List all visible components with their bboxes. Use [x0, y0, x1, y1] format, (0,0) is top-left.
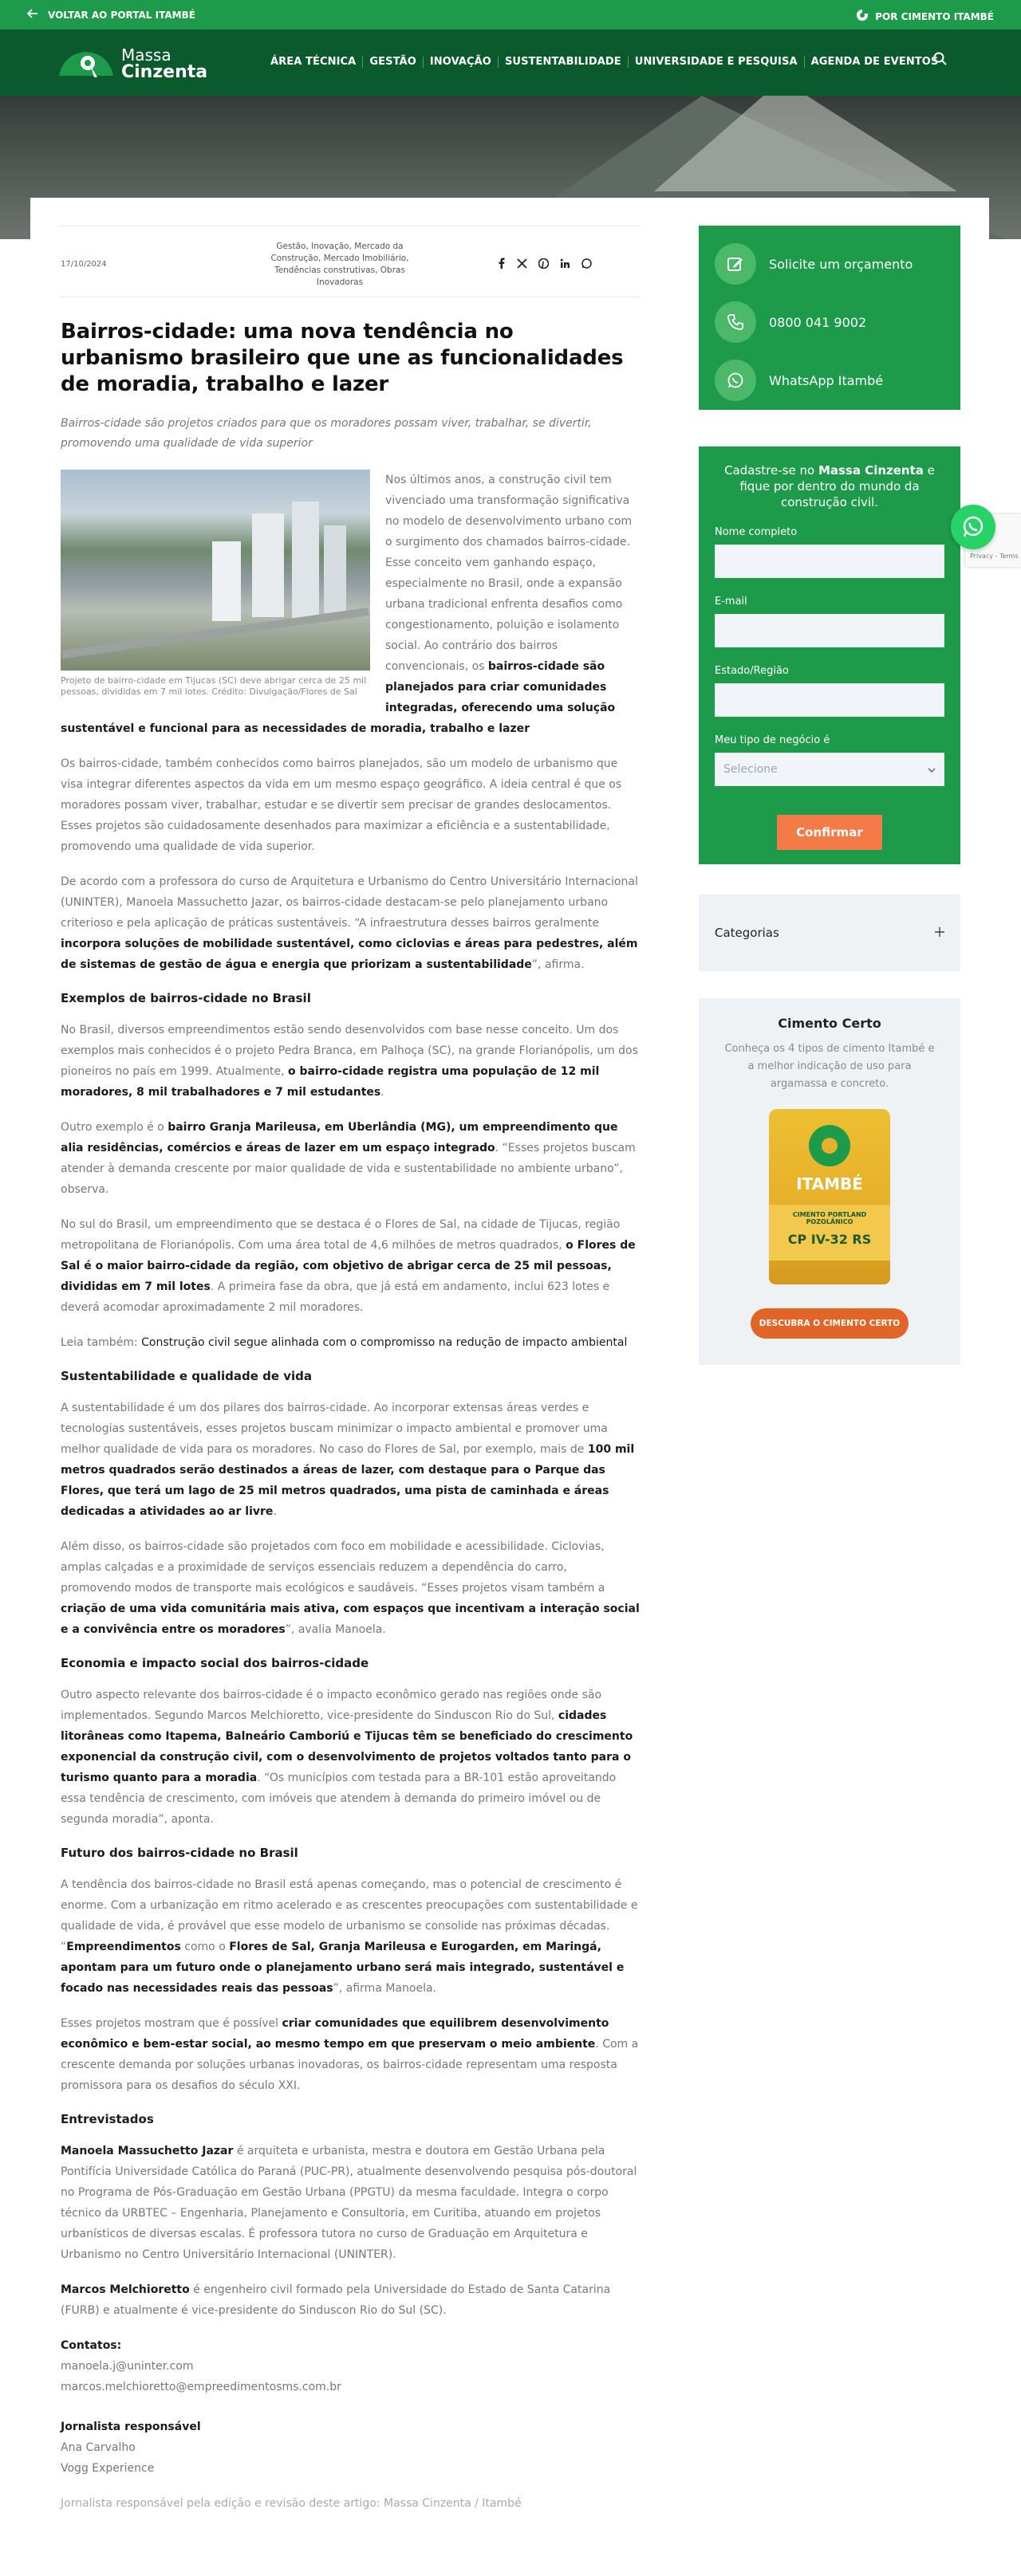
contact-box	[699, 226, 960, 410]
menu-item-inovacao[interactable]: INOVAÇÃO	[424, 57, 499, 68]
bag-brand: ITAMBÉ	[796, 1174, 863, 1194]
article-body	[61, 319, 641, 2528]
logo-mark-icon	[56, 45, 116, 82]
cimento-certo-title: Cimento Certo	[778, 1016, 881, 1031]
heading-economia: Economia e impacto social dos bairros-cidade	[61, 1656, 369, 1670]
site-logo[interactable]	[56, 45, 207, 82]
figure-block	[61, 470, 641, 739]
heading-futuro: Futuro dos bairros-cidade no Brasil	[61, 1846, 298, 1860]
bio-manoela: Manoela Massuchetto Jazar é arquiteta e urbanista, mestra e doutora em Gestão Urbana pela Pontifícia Universidade Católica do Paraná (PUC-PR), atualmente desenvolvendo pesquisa pós-doutoral no Programa de Pós-Graduação em Gestão Urbana (PPGTU) da mesma faculdade. Integra o corpo técnico da URBTEC – Engenharia, Planejamento e Consultoria, em Curitiba, atuando em projetos urbanísticos de diversas escalas. É professora tutora no curso de Graduação em Arquitetura e Urbanismo no Centro Universitário Internacional (UNINTER).	[61, 2145, 637, 2261]
footer-note: Jornalista responsável pela edição e revisão deste artigo: Massa Cinzenta / Itambé	[61, 2497, 522, 2510]
paragraph-2: Os bairros-cidade, também conhecidos como bairros planejados, são um modelo de urbanismo que visa integrar diferentes aspectos da vida em um mesmo espaço geográfico. A ideia central é que os moradores possam viver, trabalhar, estudar e se divertir sem precisar de grandes deslocamentos. Esses projetos são cuidadosamente desenhados para maximizar a eficiência e a sustentabilidade, promovendo uma qualidade de vida superior.	[61, 757, 622, 853]
state-label: Estado/Região	[715, 665, 789, 677]
paragraph-8: A sustentabilidade é um dos pilares dos bairros-cidade. Ao incorporar extensas áreas verdes e tecnologias sustentáveis, esses projetos buscam minimizar o impacto ambiental e promover uma melhor qualidade de vida para os moradores. No caso do Flores de Sal, por exemplo, mais de 100 mil metros quadrados serão destinados a áreas de lazer, com destaque para o Parque das Flores, que terá um lago de 25 mil metros quadrados, uma pista de caminhada e áreas dedicadas a atividades ao ar livre.	[61, 1402, 635, 1518]
paragraph-9: Além disso, os bairros-cidade são projetados com foco em mobilidade e acessibilidade. Ciclovias, amplas calçadas e a proximidade de serviços essenciais reduzem a dependência do carro, promovendo modos de transporte mais ecológicos e saudáveis. “Esses projetos visam também a criação de uma vida comunitária mais ativa, com espaços que incentivam a interação social e a convivência entre os moradores”, avalia Manoela.	[61, 1540, 640, 1636]
paragraph-12: Esses projetos mostram que é possível criar comunidades que equilibrem desenvolvimento econômico e bem-estar social, ao mesmo tempo em que preservam o meio ambiente. Com a crescente demanda por soluções urbanas inovadoras, os bairros-cidade representam uma resposta promissora para os desafios do século XXI.	[61, 2017, 639, 2092]
article-tags[interactable]: Gestão, Inovação, Mercado da Construção, Mercado Imobiliário, Tendências construtivas, Obras Inovadoras	[270, 242, 409, 287]
recaptcha-badge[interactable]: Privacy - Terms	[965, 514, 1021, 567]
business-label: Meu tipo de negócio é	[715, 734, 830, 746]
whatsapp-icon	[961, 515, 985, 539]
contact-email-2[interactable]: marcos.melchioretto@empreedimentosms.com.br	[61, 2381, 341, 2393]
cimento-certo-box	[699, 998, 960, 1365]
menu-item-area-tecnica[interactable]: ÁREA TÉCNICA	[270, 57, 363, 68]
phone-label: 0800 041 9002	[769, 314, 867, 330]
paragraph-4: No Brasil, diversos empreendimentos estão sendo desenvolvidos com base nesse conceito. Um dos exemplos mais conhecidos é o projeto Pedra Branca, em Palhoça (SC), na grande Florianópolis, um dos pioneiros no país em 1999. Atualmente, o bairro-cidade registra uma população de 12 mil moradores, 8 mil trabalhadores e 7 mil estudantes.	[61, 1024, 638, 1099]
name-input[interactable]	[715, 545, 944, 578]
discover-cement-button[interactable]: DESCUBRA O CIMENTO CERTO	[751, 1308, 909, 1339]
cimento-certo-desc: Conheça os 4 tipos de cimento Itambé e a melhor indicação de uso para argamassa e concreto.	[724, 1043, 935, 1090]
share-icons	[498, 257, 592, 272]
paragraph-6: No sul do Brasil, um empreendimento que se destaca é o Flores de Sal, na cidade de Tijucas, região metropolitana de Florianópolis. Com uma área total de 4,6 milhões de metros quadrados, o Flores de Sal é o maior bairro-cidade da região, com objetivo de abrigar cerca de 25 mil pessoas, divididas em 7 mil lotes. A primeira fase da obra, que já está em andamento, inclui 623 lotes e deverá acomodar aproximadamente 2 mil moradores.	[61, 1218, 636, 1314]
paragraph-11: A tendência dos bairros-cidade no Brasil está apenas começando, mas o potencial de crescimento é enorme. Com a urbanização em ritmo acelerado e as crescentes preocupações com sustentabilidade e qualidade de vida, é provável que esse modelo de urbanismo se consolide nas próximas décadas. “Empreendimentos como o Flores de Sal, Granja Marileusa e Eurogarden, em Maringá, apontam para um futuro onde o planejamento urbano será mais integrado, sustentável e focado nas necessidades reais das pessoas”, afirma Manoela.	[61, 1878, 638, 1995]
whatsapp-icon[interactable]	[581, 257, 592, 272]
heading-entrevistados: Entrevistados	[61, 2112, 154, 2126]
journalist-agency: Vogg Experience	[61, 2462, 155, 2475]
article-meta	[61, 226, 641, 297]
whatsapp-link[interactable]	[715, 360, 944, 401]
phone-icon	[715, 301, 756, 343]
back-label: VOLTAR AO PORTAL ITAMBÉ	[48, 9, 195, 21]
bag-line-1: CIMENTO PORTLAND	[792, 1211, 867, 1218]
name-label: Nome completo	[715, 526, 798, 538]
business-select[interactable]	[715, 753, 944, 786]
heading-exemplos: Exemplos de bairros-cidade no Brasil	[61, 991, 311, 1005]
contacts-block	[61, 2335, 641, 2397]
arrow-left-icon	[27, 9, 38, 21]
x-icon[interactable]	[517, 257, 527, 272]
article-date: 17/10/2024	[61, 260, 107, 269]
categories-label: Categorias	[715, 926, 779, 940]
cimento-logo-icon	[856, 9, 869, 24]
quote-label: Solicite um orçamento	[769, 256, 913, 272]
menu-item-universidade[interactable]: UNIVERSIDADE E PESQUISA	[629, 57, 805, 68]
edit-icon	[715, 243, 756, 285]
bio-marcos: Marcos Melchioretto é engenheiro civil formado pela Universidade do Estado de Santa Catarina (FURB) e atualmente é vice-presidente do Sinduscon Rio do Sul (SC).	[61, 2283, 611, 2317]
email-input[interactable]	[715, 614, 944, 647]
business-placeholder: Selecione	[723, 763, 778, 776]
whatsapp-icon	[715, 360, 756, 401]
logo-word-2: Cinzenta	[121, 62, 208, 82]
bag-line-2: POZOLÂNICO	[806, 1218, 853, 1225]
journalist-block	[61, 2417, 641, 2479]
paragraph-10: Outro aspecto relevante dos bairros-cidade é o impacto econômico gerado nas regiões onde são implementados. Segundo Marcos Melchioretto, vice-presidente do Sinduscon Rio do Sul, cidades litorâneas como Itapema, Balneário Camboriú e Tijucas têm se beneficiado do crescimento exponencial da construção civil, com o desenvolvimento de projetos voltados tanto para o turismo quanto para a moradia. “Os municípios com testada para a BR-101 estão aproveitando essa tendência de crescimento, com imóveis que atendem à demanda do primeiro imóvel ou de segunda moradia”, aponta.	[61, 1689, 633, 1826]
contacts-title: Contatos:	[61, 2339, 122, 2352]
quote-request-link[interactable]	[715, 243, 944, 285]
heading-sustentabilidade: Sustentabilidade e qualidade de vida	[61, 1369, 312, 1383]
categories-accordion[interactable]	[699, 895, 960, 971]
confirm-button[interactable]: Confirmar	[777, 815, 882, 850]
article-lead: Bairros-cidade são projetos criados para que os moradores possam viver, trabalhar, se divertir, promovendo uma qualidade de vida superior	[61, 417, 592, 450]
whatsapp-float-button[interactable]	[951, 505, 995, 549]
form-title: Cadastre-se no Massa Cinzenta e fique por dentro do mundo da construção civil.	[724, 463, 935, 509]
paragraph-3: De acordo com a professora do curso de Arquitetura e Urbanismo do Centro Universitário Internacional (UNINTER), Manoela Massuchetto Jazar, os bairros-cidade destacam-se pelo planejamento urbano criterioso e pela aplicação de práticas sustentáveis. “A infraestrutura desses bairros geralmente incorpora soluções de mobilidade sustentável, como ciclovias e áreas para pedestres, além de sistemas de gestão de água e energia que priorizam a sustentabilidade”, afirma.	[61, 875, 638, 971]
back-to-portal-link[interactable]	[27, 9, 195, 21]
top-bar	[0, 0, 1021, 29]
chevron-down-icon	[928, 763, 936, 776]
signup-form	[699, 446, 960, 864]
state-input[interactable]	[715, 683, 944, 717]
read-also-link[interactable]: Construção civil segue alinhada com o compromisso na redução de impacto ambiental	[141, 1336, 628, 1349]
whatsapp-label: WhatsApp Itambé	[769, 372, 884, 388]
article-title: Bairros-cidade: uma nova tendência no urbanismo brasileiro que une as funcionalidades de moradia, trabalho e lazer	[61, 320, 624, 396]
pinterest-icon[interactable]	[538, 257, 549, 272]
facebook-icon[interactable]	[498, 257, 506, 272]
read-also: Leia também: Construção civil segue alinhada com o compromisso na redução de impacto ambiental	[61, 1336, 628, 1349]
cement-bag-image	[769, 1109, 890, 1284]
menu-item-agenda[interactable]: AGENDA DE EVENTOS	[810, 56, 939, 68]
paragraph-1: Nos últimos anos, a construção civil tem vivenciado uma transformação significativa no modelo de desenvolvimento urbano com o surgimento dos chamados bairros-cidade. Esse conceito vem ganhando espaço, especialmente no Brasil, onde a expansão urbana tradicional enfrenta desafios como congestionamento, poluição e isolamento social. Ao contrário dos bairros convencionais, os bairros-cidade são planejados para criar comunidades integradas, oferecendo uma solução sustentável e funcional para as necessidades de moradia, trabalho e lazer	[61, 474, 633, 735]
plus-icon	[935, 926, 944, 940]
phone-link[interactable]	[715, 301, 944, 343]
cimento-itambe-link[interactable]	[856, 9, 994, 24]
search-icon[interactable]	[933, 52, 948, 69]
cimento-label: POR CIMENTO ITAMBÉ	[875, 10, 994, 22]
paragraph-5: Outro exemplo é o bairro Granja Marileusa, em Uberlândia (MG), um empreendimento que alia residências, comércios e áreas de lazer em um espaço integrado. “Esses projetos buscam atender à demanda crescente por maior qualidade de vida e sustentabilidade no ambiente urbano”, observa.	[61, 1121, 636, 1196]
journalist-title: Jornalista responsável	[61, 2421, 201, 2433]
journalist-name: Ana Carvalho	[61, 2441, 136, 2454]
email-label: E-mail	[715, 596, 747, 608]
main-nav	[0, 29, 1021, 96]
project-photo	[61, 470, 370, 671]
logo-word-1: Massa	[121, 45, 171, 65]
contact-email-1[interactable]: manoela.j@uninter.com	[61, 2360, 194, 2373]
photo-caption: Projeto de bairro-cidade em Tijucas (SC) deve abrigar cerca de 25 mil pessoas, divididas em 7 mil lotes. Crédito: Divulgação/Flores de Sal	[61, 675, 367, 697]
menu-list	[270, 57, 944, 68]
linkedin-icon[interactable]	[560, 257, 570, 272]
menu-item-gestao[interactable]: GESTÃO	[363, 57, 423, 68]
bag-line-3: CP IV-32 RS	[787, 1232, 872, 1247]
menu-item-sustentabilidade[interactable]: SUSTENTABILIDADE	[499, 57, 629, 68]
